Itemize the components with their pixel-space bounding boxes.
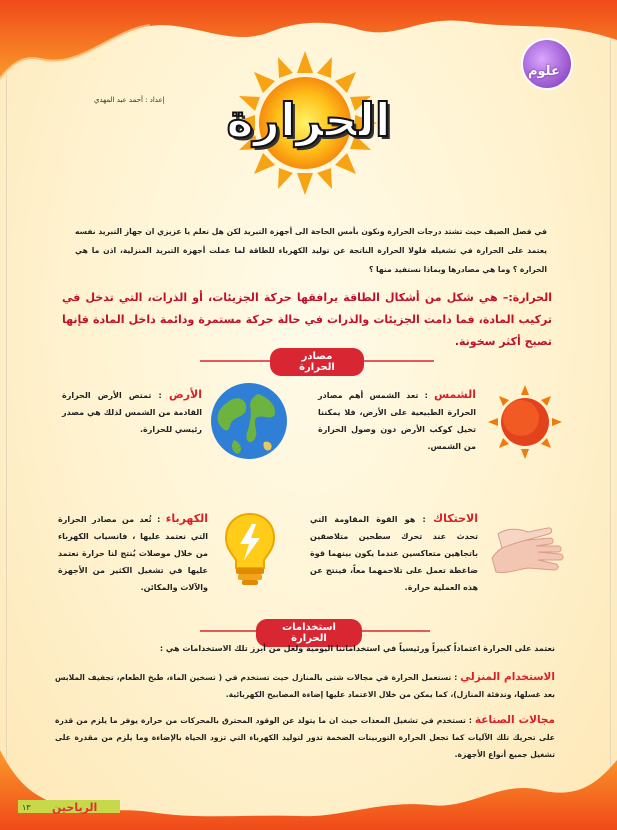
source-earth-text: : تمتص الأرض الحرارة القادمة من الشمس لذلك هي مصدر رئيسي للحرارة. [62,391,202,434]
source-friction [310,510,478,596]
rubbing-hands-icon [488,510,568,590]
page-title: الحرارة [226,93,391,147]
intro-paragraph: في فصل الصيف حيث تشتد درجات الحرارة ونكون بأمس الحاجة الى أجهزة التبريد لكن هل تعلم يا عزيزي ان جهاز التبريد نفسه يعتمد على الحرارة في تشغيله فلولا الحرارة الناتجة عن توليد الكهرباء للطاقة لما عملت أجهزة التبريد المنزلية، اذن ما هي الحرارة ؟ وما هي مصادرها وبماذا نستفيد منها ؟ [75,227,547,274]
sun-icon [487,384,563,460]
source-friction-keyword: الاحتكاك [433,512,478,525]
heat-definition: الحرارة:– هي شكل من أشكال الطاقة يرافقها حركة الجزيئات، أو الذرات، التي تدخل في تركيب المادة، فما دامت الجزيئات والذرات في حالة حركة مستمرة ودائمة داخل المادة فإنها تصبح أكثر سخونة. [62,291,552,348]
sources-heading: مصادر الحرارة [270,348,364,376]
page-number: ١٣ [22,803,31,812]
use-home-text: : تستعمل الحرارة في مجالات شتى بالمنازل حيث تستخدم في ( تسخين الماء، طبخ الطعام، تجفيف الملابس بعد غسلها، وتدفئة المنازل)، كما يمكن من خلال الاعتماد عليها إضاءة المصابيح الكهربائية. [55,673,555,699]
source-earth [62,386,202,438]
use-home-keyword: الاستخدام المنزلي [460,671,555,683]
source-electricity-text: : تُعد من مصادر الحرارة التي نعتمد عليها ، فانسياب الكهرباء من خلال موصلات يُنتج لنا حرارة نعتمد عليها في تشغيل الكثير من الأجهزة والآلات والمكائن. [58,515,208,592]
earth-icon [208,380,290,462]
source-sun-text: : تعد الشمس أهم مصادر الحرارة الطبيعية على الأرض، فلا يمكننا تخيل كوكب الأرض دون وصول الحرارة من الشمس. [318,391,476,451]
use-industry [55,712,555,763]
magazine-name: الرياحين [52,801,98,814]
source-electricity [58,510,208,596]
use-industry-text: : تستخدم في تشغيل المعدات حيث ان ما يتولد عن الوقود المحترق بالمحركات من حرارة يوفر ما يلزم من قدرة على تحريك تلك الآليات كما تجعل الحرارة التوربينات الضخمة تدور لتوليد الكهرباء التي تزود الحياة بالإضاءة وما يلزم من مقدرة على تشغيل جميع أنواع الأجهزة. [55,716,555,759]
use-industry-keyword: مجالات الصناعة [474,714,555,726]
divider-right-2 [360,630,430,632]
uses-intro: نعتمد على الحرارة اعتماداً كبيراً ورئيسياً في استخداماتنا اليومية ولعل من أبرز تلك الاستخدامات هي : [159,644,555,653]
source-sun [318,386,476,455]
divider-left-2 [200,630,256,632]
science-logo-text: علوم [528,64,560,79]
uses-heading: استخدامات الحرارة [256,619,362,647]
author-credit: إعداد : أحمد عبد المهدي [94,96,165,104]
source-electricity-keyword: الكهرباء [165,512,208,525]
use-home [55,669,555,703]
divider-right [364,360,434,362]
source-earth-keyword: الأرض [168,388,202,401]
light-bulb-icon [222,510,278,590]
source-sun-keyword: الشمس [433,388,476,401]
source-friction-text: : هو القوة المقاومة التي تحدث عند تحرك سطحين متلاصقين باتجاهين متعاكسين عندما يكون بينهما قوة ضاغطة تعمل على تلاحمهما معاً، فينتج عن هذه العملية حرارة. [310,515,478,592]
divider-left [200,360,270,362]
